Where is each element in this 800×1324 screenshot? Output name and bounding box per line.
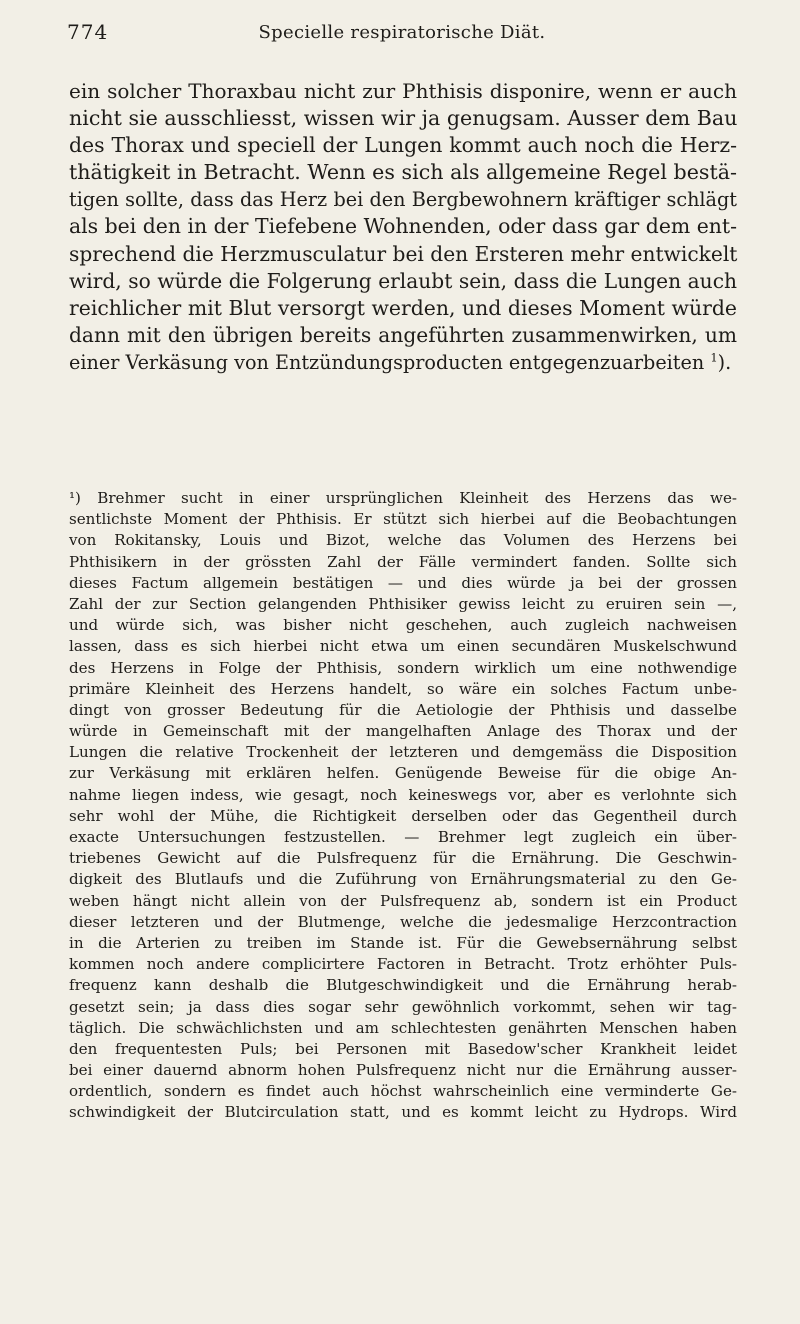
footnote-line: kommen noch andere complicirtere Factoren in Betracht. Trotz erhöhter Puls- bbox=[69, 955, 737, 974]
footnote-line: dieser letzteren und der Blutmenge, welche die jedesmalige Herzcontraction bbox=[69, 912, 737, 931]
text-line-content: einer Verkäsung von Entzündungsproducten entgegenzuarbeiten bbox=[69, 350, 705, 374]
text-line: tigen sollte, dass das Herz bei den Bergbewohnern kräftiger schlägt bbox=[69, 188, 737, 212]
text-line: dann mit den übrigen bereits angeführten zusammenwirken, um bbox=[69, 322, 737, 347]
footnote-line: des Herzens in Folge der Phthisis, sondern wirklich um eine nothwendige bbox=[69, 658, 737, 677]
running-head: Specielle respiratorische Diät. bbox=[258, 22, 546, 43]
main-text bbox=[69, 78, 737, 376]
footnote-line: frequenz kann deshalb die Blutgeschwindigkeit und die Ernährung herab- bbox=[69, 976, 737, 995]
footnote-line: den frequentesten Puls; bei Personen mit Basedow'scher Krankheit leidet bbox=[69, 1039, 737, 1058]
footnote-line: weben hängt nicht allein von der Pulsfrequenz ab, sondern ist ein Product bbox=[69, 891, 737, 910]
footnote-line: exacte Untersuchungen festzustellen. — Brehmer legt zugleich ein über- bbox=[69, 828, 737, 846]
footnote-line: schwindigkeit der Blutcirculation statt, und es kommt leicht zu Hydrops. Wird bbox=[69, 1103, 737, 1122]
footnote-line: nahme liegen indess, wie gesagt, noch keineswegs vor, aber es verlohnte sich bbox=[69, 785, 737, 804]
text-line: reichlicher mit Blut versorgt werden, und dieses Moment würde bbox=[69, 295, 737, 320]
footnote-line: ¹) Brehmer sucht in einer ursprünglichen Kleinheit des Herzens das we- bbox=[69, 489, 737, 507]
footnote-line: dingt von grosser Bedeutung für die Aetiologie der Phthisis und dasselbe bbox=[69, 700, 737, 719]
text-line: nicht sie ausschliesst, wissen wir ja genugsam. Ausser dem Bau bbox=[69, 106, 738, 131]
text-line: wird, so würde die Folgerung erlaubt sein, dass die Lungen auch bbox=[69, 268, 737, 293]
text-line: sprechend die Herzmusculatur bei den Ersteren mehr entwickelt bbox=[69, 241, 738, 266]
footnote-line: bei einer dauernd abnorm hohen Pulsfrequenz nicht nur die Ernährung ausser- bbox=[69, 1061, 737, 1080]
footnote-line: digkeit des Blutlaufs und die Zuführung von Ernährungsmaterial zu den Ge- bbox=[69, 870, 737, 889]
text-line-end: ). bbox=[717, 350, 732, 374]
footnote-line: sentlichste Moment der Phthisis. Er stützt sich hierbei auf die Beobachtungen bbox=[69, 510, 737, 529]
footnote-line: dieses Factum allgemein bestätigen — und dies würde ja bei der grossen bbox=[69, 573, 737, 592]
footnote-line: primäre Kleinheit des Herzens handelt, so wäre ein solches Factum unbe- bbox=[69, 679, 737, 698]
footnote-line: gesetzt sein; ja dass dies sogar sehr gewöhnlich vorkommt, sehen wir tag- bbox=[69, 997, 737, 1016]
footnote-reference: 1 bbox=[710, 350, 718, 365]
footnote-line: Lungen die relative Trockenheit der letzteren und demgemäss die Disposition bbox=[69, 743, 737, 762]
footnote-line: würde in Gemeinschaft mit der mangelhaften Anlage des Thorax und der bbox=[69, 722, 737, 741]
footnote-line: und würde sich, was bisher nicht geschehen, auch zugleich nachweisen bbox=[69, 616, 737, 635]
footnote-line: lassen, dass es sich hierbei nicht etwa um einen secundären Muskelschwund bbox=[69, 637, 737, 656]
text-line: ein solcher Thoraxbau nicht zur Phthisis disponire, wenn er auch bbox=[69, 79, 737, 103]
footnote-line: ordentlich, sondern es findet auch höchst wahrscheinlich eine verminderte Ge- bbox=[69, 1082, 737, 1101]
footnote bbox=[69, 488, 737, 1124]
text-line: des Thorax und speciell der Lungen kommt auch noch die Herz- bbox=[69, 133, 737, 158]
text-line: thätigkeit in Betracht. Wenn es sich als allgemeine Regel bestä- bbox=[69, 160, 737, 185]
text-line: als bei den in der Tiefebene Wohnenden, oder dass gar dem ent- bbox=[69, 214, 738, 239]
footnote-line: von Rokitansky, Louis und Bizot, welche das Volumen des Herzens bei bbox=[69, 531, 737, 550]
page-number: 774 bbox=[67, 20, 109, 44]
footnote-line: täglich. Die schwächlichsten und am schlechtesten genährten Menschen haben bbox=[69, 1018, 737, 1037]
page-header bbox=[67, 20, 737, 44]
footnote-line: in die Arterien zu treiben im Stande ist. Für die Gewebsernährung selbst bbox=[69, 933, 737, 952]
text-line-last bbox=[69, 349, 737, 376]
footnote-line: zur Verkäsung mit erklären helfen. Genügende Beweise für die obige An- bbox=[69, 764, 737, 783]
footnote-line: sehr wohl der Mühe, die Richtigkeit derselben oder das Gegentheil durch bbox=[69, 806, 737, 825]
footnote-line: Zahl der zur Section gelangenden Phthisiker gewiss leicht zu eruiren sein —, bbox=[69, 594, 737, 613]
footnote-line: Phthisikern in der grössten Zahl der Fälle vermindert fanden. Sollte sich bbox=[69, 552, 737, 571]
footnote-line: triebenes Gewicht auf die Pulsfrequenz für die Ernährung. Die Geschwin- bbox=[69, 849, 737, 868]
